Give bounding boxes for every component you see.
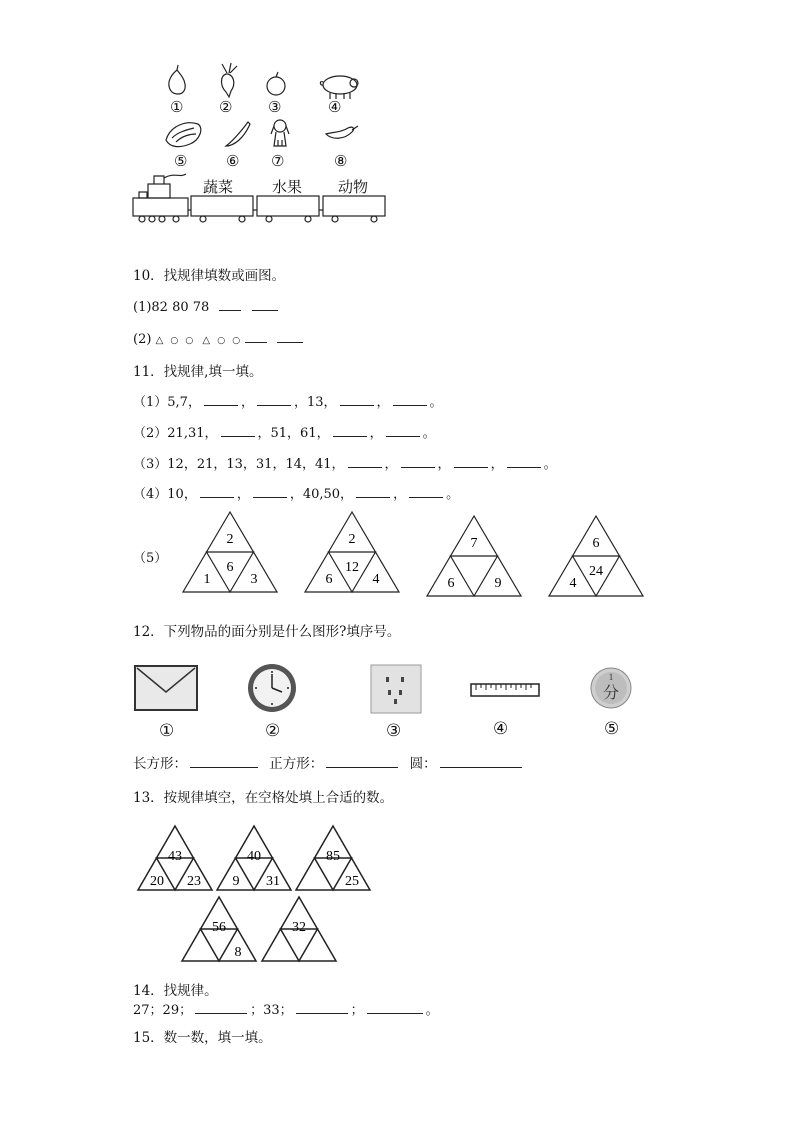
figure-number-2: ② xyxy=(219,98,233,116)
q10-blank-2[interactable] xyxy=(252,298,278,311)
q13-tri2-left: 9 xyxy=(232,874,240,889)
q10-shape-1: △ xyxy=(155,335,164,346)
figure-number-1: ① xyxy=(170,98,184,116)
q11-triangle-4 xyxy=(549,516,643,596)
q14-seg: 。 xyxy=(425,1003,439,1018)
q12-objects xyxy=(130,660,650,720)
q11-p4-seg: （4）10， xyxy=(133,487,197,502)
q13-triangle-4 xyxy=(182,897,256,961)
q11-tri1-center: 6 xyxy=(226,560,234,575)
q10-part2-label: (2) xyxy=(133,332,152,347)
car-label-fruits: 水果 xyxy=(272,178,303,196)
q11-p4-seg: ，40,50， xyxy=(289,487,354,502)
q13-triangle-5 xyxy=(262,897,336,961)
q11-p4-seg: ， xyxy=(236,487,250,502)
classification-illustration xyxy=(130,60,400,230)
q11-tri3-top: 7 xyxy=(470,536,478,551)
q11-triangle-set xyxy=(175,508,655,608)
radish-icon xyxy=(222,63,238,97)
q11-tri2-left: 6 xyxy=(325,572,333,587)
q11-p4-blank-2[interactable] xyxy=(253,485,287,498)
q11-p1-blank-4[interactable] xyxy=(393,393,427,406)
q11-p2-seg: ，51，61， xyxy=(257,426,330,441)
q11-p3-blank-4[interactable] xyxy=(507,455,541,468)
q11-p4-blank-4[interactable] xyxy=(409,485,443,498)
q10-blank-1[interactable] xyxy=(219,298,241,311)
q11-title: 11．找规律,填一填。 xyxy=(133,364,263,380)
q14-seg: 27；29； xyxy=(133,1003,193,1018)
q11-p3-seg: ， xyxy=(490,457,504,472)
q13-tri4-right: 8 xyxy=(234,945,242,960)
q11-tri4-center: 24 xyxy=(589,564,603,579)
q12-circle-blank[interactable] xyxy=(440,755,522,768)
q11-tri2-top: 2 xyxy=(348,532,356,547)
q13-triangle-1 xyxy=(138,826,212,890)
q13-triangle-2 xyxy=(217,826,291,890)
q11-triangle-2 xyxy=(305,512,399,592)
q13-tri3-right: 25 xyxy=(345,874,359,889)
socket-icon xyxy=(371,665,421,713)
top-figure xyxy=(130,60,400,230)
q12-title: 12．下列物品的面分别是什么图形?填序号。 xyxy=(133,624,401,640)
q10-title: 10．找规律填数或画图。 xyxy=(133,268,286,284)
q12-square-blank[interactable] xyxy=(326,755,398,768)
q11-part4 xyxy=(133,485,459,503)
q11-p3-seg: ， xyxy=(384,457,398,472)
q14-seg: ；33； xyxy=(250,1003,293,1018)
q11-triangle-1 xyxy=(183,512,277,592)
q13-tri3-top: 85 xyxy=(326,849,340,864)
q10-blank-3[interactable] xyxy=(245,330,267,343)
q11-tri4-left: 4 xyxy=(569,576,577,591)
coin-icon xyxy=(591,668,631,708)
q13-tri2-top: 40 xyxy=(247,849,261,864)
figure-number-6: ⑥ xyxy=(226,152,240,170)
eggplant-icon xyxy=(326,126,358,138)
q12-number-4: ④ xyxy=(493,719,509,739)
q13-tri5-top: 32 xyxy=(292,920,306,935)
q11-triangle-3 xyxy=(427,516,521,596)
q13-tri2-right: 31 xyxy=(266,874,280,889)
q12-rect-blank[interactable] xyxy=(190,755,258,768)
q11-p1-seg: 。 xyxy=(429,395,443,410)
q11-p2-blank-1[interactable] xyxy=(221,424,255,437)
q10-blank-4[interactable] xyxy=(277,330,303,343)
q11-p3-blank-2[interactable] xyxy=(401,455,435,468)
figure-number-3: ③ xyxy=(268,98,282,116)
q13-tri1-left: 20 xyxy=(150,874,164,889)
q11-p4-seg: 。 xyxy=(446,487,460,502)
banana-icon xyxy=(226,122,250,146)
q10-part2 xyxy=(133,330,306,349)
q11-p2-seg: ， xyxy=(369,426,383,441)
q12-circle-label: 圆： xyxy=(409,756,437,772)
q11-part5-label: （5） xyxy=(133,551,168,566)
q10-shape-5: ○ xyxy=(217,336,226,346)
train-engine-icon xyxy=(133,174,188,222)
figure-number-5: ⑤ xyxy=(174,152,188,170)
q11-p3-blank-1[interactable] xyxy=(348,455,382,468)
q11-tri4-top: 6 xyxy=(592,536,600,551)
figure-number-4: ④ xyxy=(328,98,342,116)
pig-icon xyxy=(320,76,358,99)
q11-p2-seg: 。 xyxy=(422,426,436,441)
q11-tri1-right: 3 xyxy=(250,572,258,587)
train-cars xyxy=(188,196,385,222)
q13-tri4-top: 56 xyxy=(212,920,226,935)
q14-seg: ； xyxy=(350,1003,364,1018)
q12-square-label: 正方形： xyxy=(269,756,324,772)
q11-p1-seg: ，13， xyxy=(293,395,337,410)
q10-shape-6: ○ xyxy=(232,336,241,346)
q14-blank-3[interactable] xyxy=(367,1001,423,1014)
q11-p3-seg: （3）12，21，13，31，14，41， xyxy=(133,457,345,472)
clock-icon xyxy=(248,664,296,712)
envelope-icon xyxy=(135,666,197,710)
q12-number-1: ① xyxy=(159,721,175,741)
cabbage-icon xyxy=(166,123,201,147)
coin-value: 1 xyxy=(608,672,614,682)
q11-part2 xyxy=(133,424,436,442)
q11-p1-seg: ， xyxy=(376,395,390,410)
q15-title: 15．数一数，填一填。 xyxy=(133,1030,272,1046)
q11-p1-blank-2[interactable] xyxy=(257,393,291,406)
q11-p4-blank-1[interactable] xyxy=(200,485,234,498)
q11-tri3-left: 6 xyxy=(447,576,455,591)
q11-tri2-center: 12 xyxy=(345,560,359,575)
q12-rect-label: 长方形： xyxy=(133,756,187,772)
q11-p3-seg: ， xyxy=(437,457,451,472)
q11-p1-seg: ， xyxy=(240,395,254,410)
q11-p4-blank-3[interactable] xyxy=(356,485,390,498)
q11-p3-blank-3[interactable] xyxy=(454,455,488,468)
q11-tri3-right: 9 xyxy=(494,576,502,591)
q10-part1 xyxy=(133,298,281,316)
q11-p1-seg: （1）5,7， xyxy=(133,395,201,410)
q11-p2-blank-2[interactable] xyxy=(333,424,367,437)
q11-p2-blank-3[interactable] xyxy=(386,424,420,437)
q13-title: 13．按规律填空，在空格处填上合适的数。 xyxy=(133,790,394,806)
q12-answer-line xyxy=(133,755,525,772)
q10-shape-4: △ xyxy=(202,335,211,346)
q12-number-5: ⑤ xyxy=(604,719,620,739)
q11-p4-seg: ， xyxy=(393,487,407,502)
q11-p1-blank-1[interactable] xyxy=(204,393,238,406)
q13-tri1-right: 23 xyxy=(187,874,201,889)
q14-blank-1[interactable] xyxy=(195,1001,247,1014)
q11-p1-blank-3[interactable] xyxy=(340,393,374,406)
q11-p3-seg: 。 xyxy=(543,457,557,472)
q12-number-3: ③ xyxy=(386,721,402,741)
q10-part1-text: (1)82 80 78 xyxy=(133,300,210,315)
car-label-animals: 动物 xyxy=(338,178,369,196)
ruler-icon xyxy=(471,684,539,696)
apple-icon xyxy=(267,72,285,95)
figure-number-7: ⑦ xyxy=(271,152,285,170)
q13-tri1-top: 43 xyxy=(168,849,182,864)
q14-blank-2[interactable] xyxy=(296,1001,348,1014)
figure-number-8: ⑧ xyxy=(334,152,348,170)
q14-title: 14．找规律。 xyxy=(133,983,218,999)
q14-sequence xyxy=(133,1001,439,1019)
q11-tri1-left: 1 xyxy=(203,572,211,587)
q10-shape-3: ○ xyxy=(185,336,194,346)
q10-shape-2: ○ xyxy=(170,336,179,346)
q11-part1 xyxy=(133,393,443,411)
q11-tri2-right: 4 xyxy=(372,572,380,587)
q13-triangle-set xyxy=(135,822,385,972)
car-label-vegetables: 蔬菜 xyxy=(203,178,234,196)
pear-icon xyxy=(169,65,185,94)
q11-tri1-top: 2 xyxy=(226,532,234,547)
coin-char: 分 xyxy=(602,685,620,702)
dog-icon xyxy=(271,120,289,146)
q11-p2-seg: （2）21,31， xyxy=(133,426,218,441)
q12-number-2: ② xyxy=(265,721,281,741)
q11-part3 xyxy=(133,455,557,473)
q13-triangle-3 xyxy=(296,826,370,890)
